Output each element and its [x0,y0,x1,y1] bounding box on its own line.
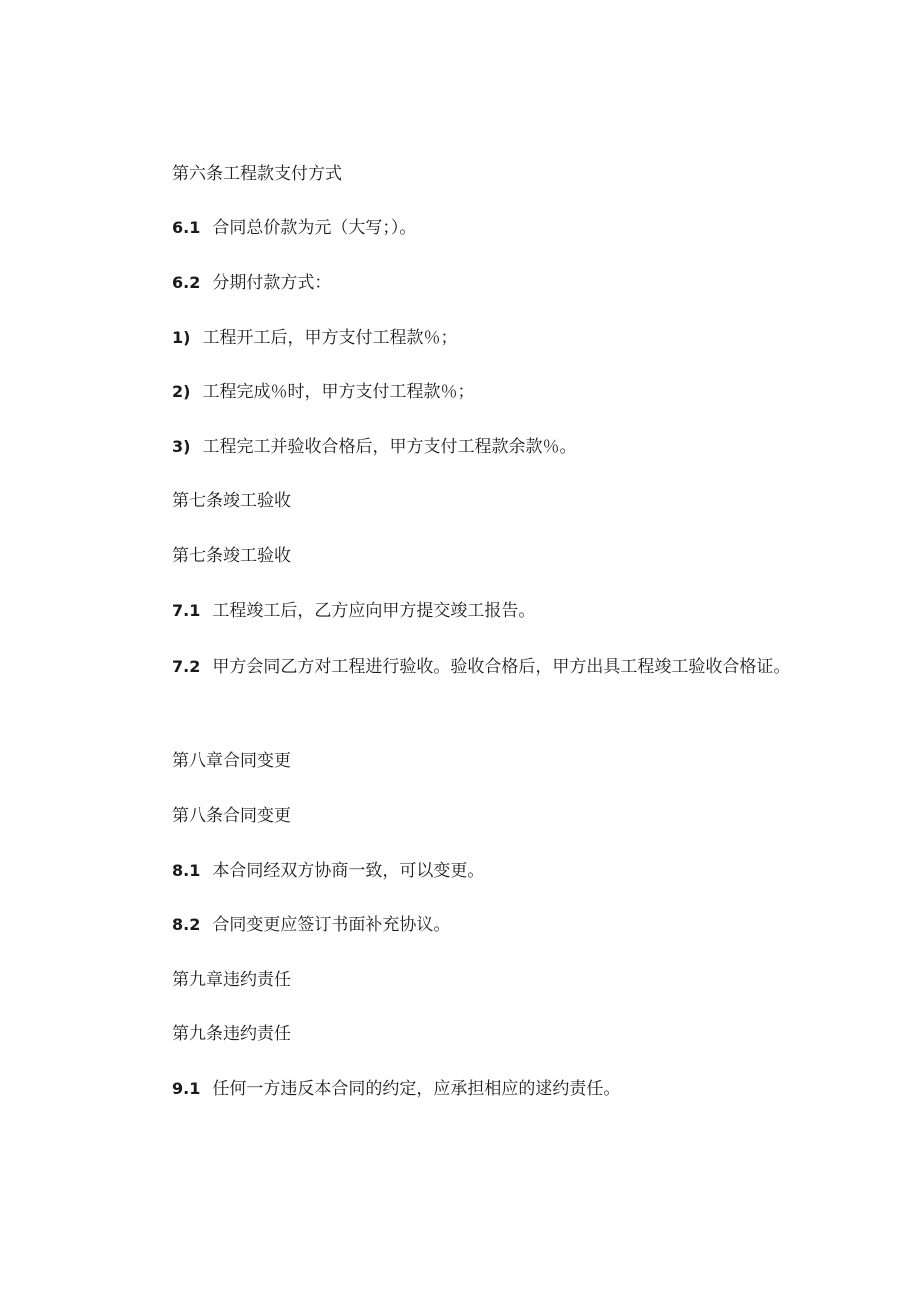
clause-7-1 [132,601,812,621]
list-item-3 [132,437,812,457]
list-item-1 [132,328,812,348]
paragraph-text: 工程完成％时，甲方支付工程款％； [202,382,475,402]
clause-7-2 [132,643,812,691]
article-8-heading [132,806,812,826]
clause-8-1 [132,861,812,881]
clause-8-2 [132,915,812,935]
clause-9-1 [132,1079,812,1099]
list-item-2 [132,382,812,402]
chapter-9-heading [132,970,812,990]
paragraph-text: 工程开工后，甲方支付工程款％； [202,328,458,348]
clause-number: 9.1 [172,1079,201,1098]
paragraph-text: 本合同经双方协商一致，可以变更。 [212,861,485,881]
clause-6-2 [132,273,812,293]
paragraph-text: 分期付款方式： [212,273,332,293]
clause-number: 6.1 [172,218,201,237]
article-9-heading [132,1024,812,1044]
paragraph-text: 第八条合同变更 [172,806,291,826]
paragraph-text: 第八章合同变更 [172,751,291,771]
list-number: 3) [172,437,191,456]
chapter-8-heading [132,751,812,771]
paragraph-text: 任何一方违反本合同的约定，应承担相应的逑约责任。 [212,1079,621,1099]
clause-number: 7.2 [172,657,201,676]
paragraph-text: 第六条工程款支付方式 [172,164,342,184]
paragraph-text: 第七条竣工验收 [172,546,291,566]
clause-number: 8.2 [172,915,201,934]
article-6-heading [132,164,812,184]
clause-6-1 [132,218,812,238]
paragraph-text: 合同变更应签订书面补充协议。 [212,915,451,935]
clause-number: 7.1 [172,601,201,620]
article-7-heading-repeat [132,546,812,566]
article-7-heading [132,491,812,511]
clause-number: 6.2 [172,273,201,292]
paragraph-text: 第九章违约责任 [172,970,291,990]
clause-number: 8.1 [172,861,201,880]
paragraph-text: 第九条违约责任 [172,1024,291,1044]
paragraph-text: 第七条竣工验收 [172,491,291,511]
list-number: 2) [172,382,191,401]
paragraph-text: 甲方会同乙方对工程进行验收。验收合格后，甲方出具工程竣工验收合格证。 [212,657,791,677]
paragraph-text: 工程完工并验收合格后，甲方支付工程款余款％。 [202,437,577,457]
paragraph-text: 工程竣工后，乙方应向甲方提交竣工报告。 [212,601,536,621]
paragraph-text: 合同总价款为元（大写；）。 [212,218,417,238]
list-number: 1) [172,328,191,347]
